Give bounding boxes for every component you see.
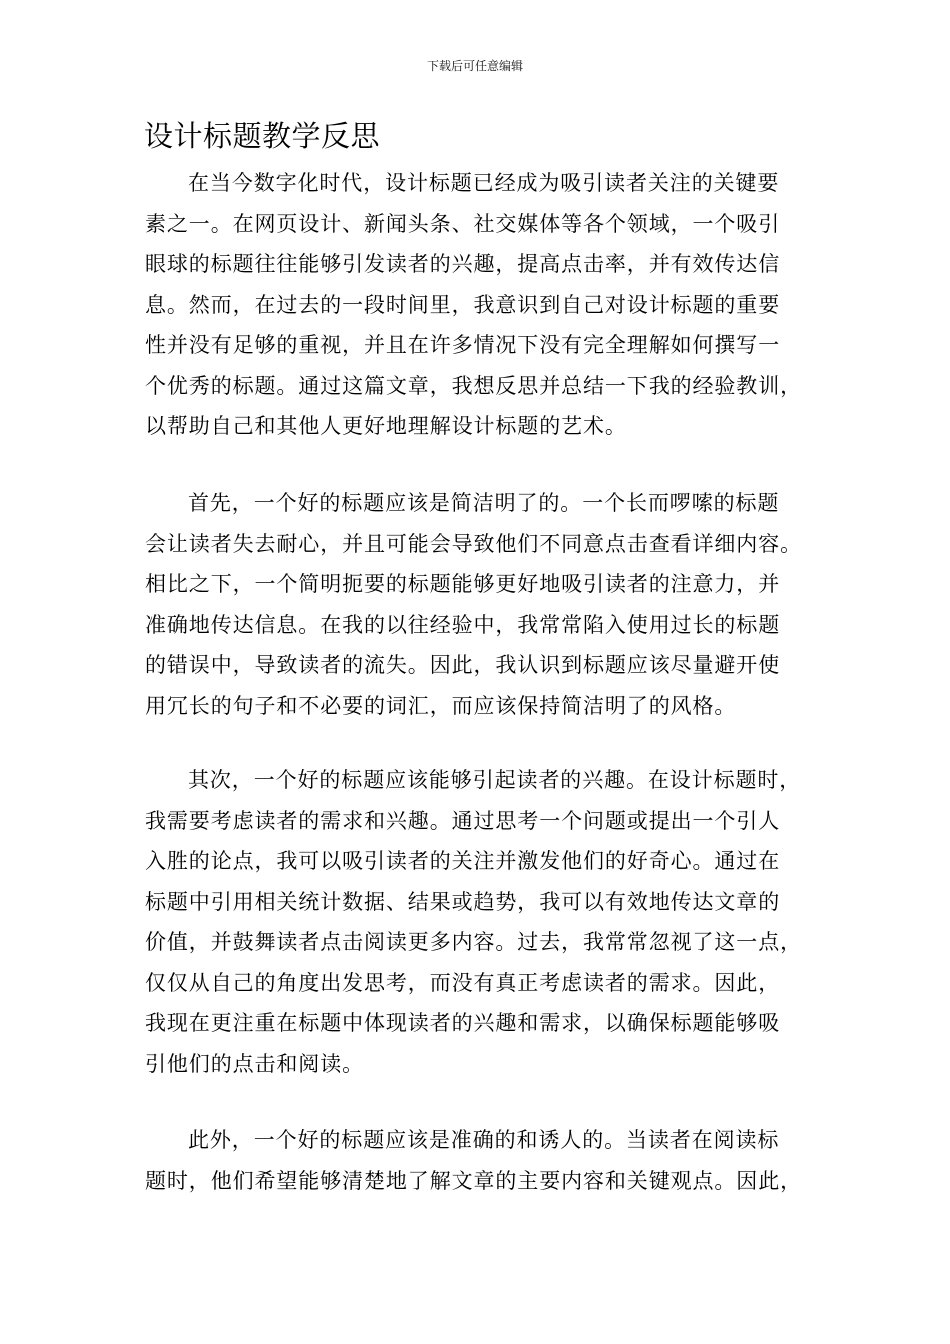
paragraph-line: 的错误中，导致读者的流失。因此，我认识到标题应该尽量避开使 bbox=[145, 653, 781, 677]
paragraph-1 bbox=[145, 163, 802, 447]
paragraph-line: 我需要考虑读者的需求和兴趣。通过思考一个问题或提出一个引人 bbox=[145, 808, 781, 833]
paragraph-line: 在当今数字化时代，设计标题已经成为吸引读者关注的关键要 bbox=[188, 171, 780, 195]
paragraph-line: 个优秀的标题。通过这篇文章，我想反思并总结一下我的经验教训， bbox=[145, 373, 802, 398]
paragraph-line: 标题中引用相关统计数据、结果或趋势，我可以有效地传达文章的 bbox=[145, 889, 781, 914]
paragraph-line: 入胜的论点，我可以吸引读者的关注并激发他们的好奇心。通过在 bbox=[145, 849, 781, 873]
paragraph-line: 相比之下，一个简明扼要的标题能够更好地吸引读者的注意力，并 bbox=[145, 572, 781, 596]
paragraph-line: 会让读者失去耐心，并且可能会导致他们不同意点击查看详细内容。 bbox=[145, 531, 802, 556]
paragraph-line: 仅仅从自己的角度出发思考，而没有真正考虑读者的需求。因此， bbox=[145, 970, 781, 995]
paragraph-line: 准确地传达信息。在我的以往经验中，我常常陷入使用过长的标题 bbox=[145, 612, 781, 637]
paragraph-line: 以帮助自己和其他人更好地理解设计标题的艺术。 bbox=[145, 414, 627, 438]
paragraph-line: 性并没有足够的重视，并且在许多情况下没有完全理解如何撰写一 bbox=[145, 333, 781, 357]
paragraph-line: 引他们的点击和阅读。 bbox=[145, 1051, 364, 1076]
paragraph-line: 息。然而，在过去的一段时间里，我意识到自己对设计标题的重要 bbox=[145, 292, 781, 317]
paragraph-3 bbox=[145, 760, 802, 1084]
paragraph-line: 价值，并鼓舞读者点击阅读更多内容。过去，我常常忽视了这一点， bbox=[145, 930, 802, 954]
paragraph-line: 我现在更注重在标题中体现读者的兴趣和需求，以确保标题能够吸 bbox=[145, 1011, 781, 1035]
paragraph-line: 题时，他们希望能够清楚地了解文章的主要内容和关键观点。因此， bbox=[145, 1168, 802, 1193]
paragraph-line: 眼球的标题往往能够引发读者的兴趣，提高点击率，并有效传达信 bbox=[145, 252, 781, 276]
download-note: 下载后可任意编辑 bbox=[426, 59, 523, 73]
paragraph-line: 首先，一个好的标题应该是简洁明了的。一个长而啰嗦的标题 bbox=[188, 491, 780, 515]
paragraph-2 bbox=[145, 483, 802, 726]
document-title: 设计标题教学反思 bbox=[144, 119, 381, 153]
paragraph-line: 其次，一个好的标题应该能够引起读者的兴趣。在设计标题时， bbox=[188, 768, 802, 792]
paragraph-4 bbox=[145, 1120, 802, 1201]
paragraph-line: 用冗长的句子和不必要的词汇，而应该保持简洁明了的风格。 bbox=[145, 693, 737, 718]
paragraph-line: 此外，一个好的标题应该是准确的和诱人的。当读者在阅读标 bbox=[188, 1128, 780, 1152]
paragraph-line: 素之一。在网页设计、新闻头条、社交媒体等各个领域，一个吸引 bbox=[145, 211, 781, 236]
